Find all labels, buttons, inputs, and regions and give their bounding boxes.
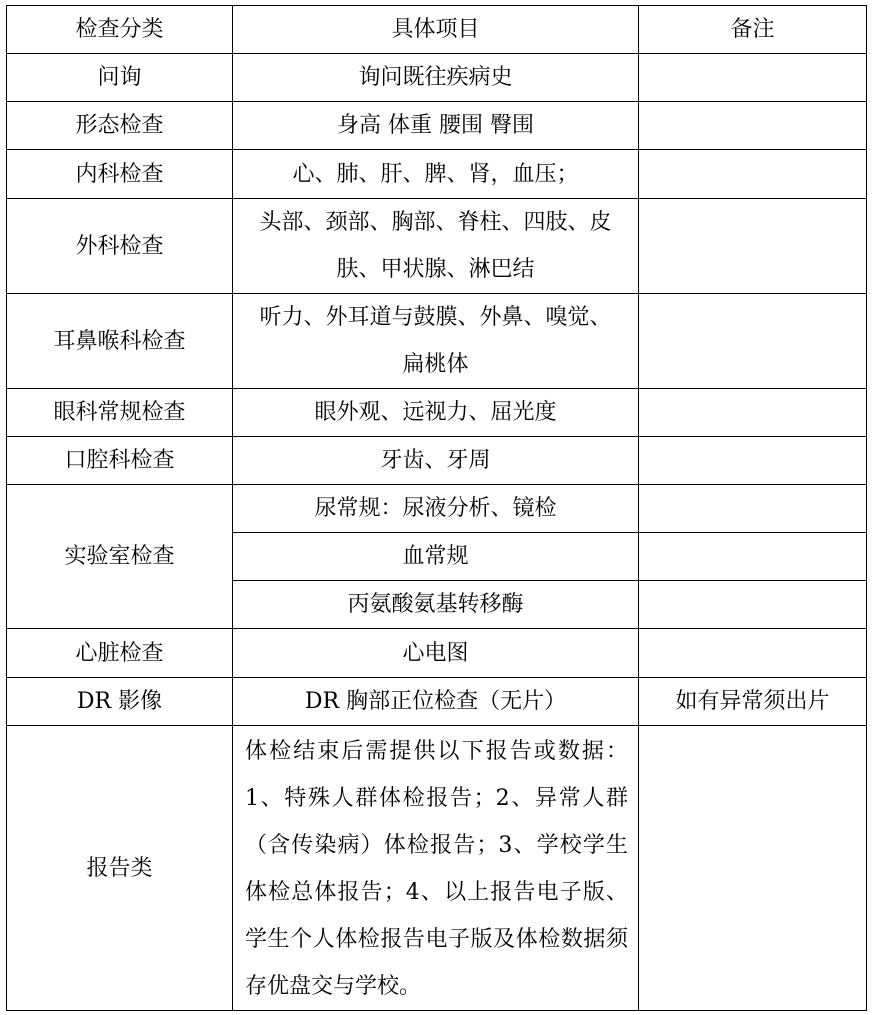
row-category: 眼科常规检查: [7, 389, 233, 437]
row-category: DR 影像: [7, 678, 233, 726]
lab-note: [639, 581, 867, 629]
row-note: 如有异常须出片: [639, 678, 867, 726]
header-category: 检查分类: [7, 6, 233, 54]
row-category: 口腔科检查: [7, 437, 233, 485]
lab-note: [639, 485, 867, 533]
row-item: 心电图: [233, 629, 639, 678]
row-category: 形态检查: [7, 102, 233, 150]
row-category: 外科检查: [7, 199, 233, 294]
row-item: 听力、外耳道与鼓膜、外鼻、嗅觉、扁桃体: [233, 294, 639, 389]
row-note: [639, 294, 867, 389]
row-note: [639, 199, 867, 294]
table-row: [7, 54, 867, 102]
row-item: 心、肺、肝、脾、肾，血压；: [233, 150, 639, 199]
row-note: [639, 102, 867, 150]
row-item: 身高 体重 腰围 臀围: [233, 102, 639, 150]
report-note: [639, 726, 867, 1011]
lab-item: 丙氨酸氨基转移酶: [233, 581, 639, 629]
lab-item: 血常规: [233, 533, 639, 581]
lab-note: [639, 533, 867, 581]
row-note: [639, 437, 867, 485]
header-item: 具体项目: [233, 6, 639, 54]
row-note: [639, 150, 867, 199]
table-row: [7, 629, 867, 678]
row-note: [639, 54, 867, 102]
header-note: 备注: [639, 6, 867, 54]
table-row: [7, 678, 867, 726]
row-item: 眼外观、远视力、屈光度: [233, 389, 639, 437]
row-category: 心脏检查: [7, 629, 233, 678]
report-category: 报告类: [7, 726, 233, 1011]
row-category: 内科检查: [7, 150, 233, 199]
report-item: 体检结束后需提供以下报告或数据：1、特殊人群体检报告；2、异常人群（含传染病）体检报告；3、学校学生体检总体报告；4、以上报告电子版、学生个人体检报告电子版及体检数据须存优盘交与学校。: [233, 726, 639, 1011]
lab-item: 尿常规：尿液分析、镜检: [233, 485, 639, 533]
table-row: [7, 199, 867, 294]
row-item: 牙齿、牙周: [233, 437, 639, 485]
table-row: [7, 102, 867, 150]
row-item: 头部、颈部、胸部、脊柱、四肢、皮肤、甲状腺、淋巴结: [233, 199, 639, 294]
table-row: [7, 150, 867, 199]
table-header-row: [7, 6, 867, 54]
row-category: 耳鼻喉科检查: [7, 294, 233, 389]
lab-category: 实验室检查: [7, 485, 233, 629]
table-row: [7, 437, 867, 485]
row-item: DR 胸部正位检查（无片）: [233, 678, 639, 726]
row-item: 询问既往疾病史: [233, 54, 639, 102]
table-row: [7, 726, 867, 1011]
exam-items-table: [6, 5, 867, 1011]
table-row: [7, 294, 867, 389]
table-row: [7, 485, 867, 533]
row-note: [639, 389, 867, 437]
table-row: [7, 389, 867, 437]
row-note: [639, 629, 867, 678]
row-category: 问询: [7, 54, 233, 102]
